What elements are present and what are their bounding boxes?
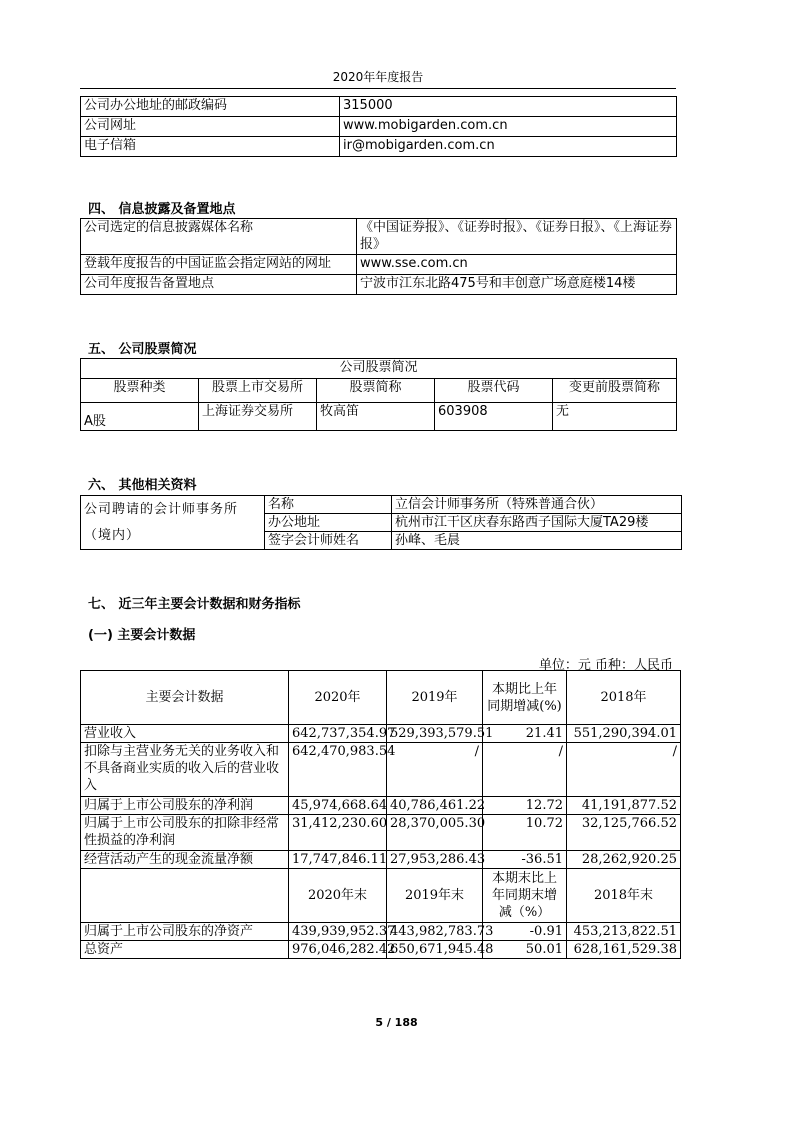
company-info-label: 电子信箱 [81, 137, 340, 157]
accounting-value: / [483, 743, 567, 797]
stock-table [80, 358, 677, 431]
accounting-value: 642,470,983.54 [289, 743, 387, 797]
accounting-value: 27,953,286.43 [387, 851, 483, 869]
accounting-header: 2020年 [289, 671, 387, 725]
disclosure-website-value: www.sse.com.cn [357, 255, 677, 275]
stock-header: 股票种类 [81, 379, 199, 403]
accounting-value: 650,671,945.48 [387, 941, 483, 959]
auditor-signers-value: 孙峰、毛晨 [392, 532, 682, 550]
accounting-header: 本期比上年同期增减(%) [483, 671, 567, 725]
auditor-address-value: 杭州市江干区庆春东路西子国际大厦TA29楼 [392, 514, 682, 532]
stock-header: 股票上市交易所 [199, 379, 317, 403]
accounting-row-label: 营业收入 [81, 725, 289, 743]
disclosure-label: 公司选定的信息披露媒体名称 [81, 219, 357, 255]
accounting-row-label: 总资产 [81, 941, 289, 959]
table-row [81, 797, 681, 815]
table-row [81, 275, 677, 295]
accounting-value: 32,125,766.52 [567, 815, 681, 851]
company-info-table [80, 96, 677, 157]
accounting-row-label: 归属于上市公司股东的净利润 [81, 797, 289, 815]
table-row [81, 671, 681, 725]
table-row [81, 359, 677, 379]
accounting-value: 443,982,783.73 [387, 923, 483, 941]
accounting-value: 17,747,846.11 [289, 851, 387, 869]
stock-previous-name: 无 [553, 403, 677, 431]
accounting-row-label: 扣除与主营业务无关的业务收入和不具备商业实质的收入后的营业收入 [81, 743, 289, 797]
accounting-value: 529,393,579.51 [387, 725, 483, 743]
table-row [81, 219, 677, 255]
accounting-value: 31,412,230.60 [289, 815, 387, 851]
disclosure-label: 公司年度报告备置地点 [81, 275, 357, 295]
accounting-value: 642,737,354.97 [289, 725, 387, 743]
accounting-value: -0.91 [483, 923, 567, 941]
table-row [81, 117, 677, 137]
accounting-value: 976,046,282.42 [289, 941, 387, 959]
accounting-value: 21.41 [483, 725, 567, 743]
accounting-value: 453,213,822.51 [567, 923, 681, 941]
email-value: ir@mobigarden.com.cn [340, 137, 677, 157]
accounting-value: 439,939,952.37 [289, 923, 387, 941]
accounting-value: 628,161,529.38 [567, 941, 681, 959]
table-row [81, 97, 677, 117]
auditor-name-value: 立信会计师事务所（特殊普通合伙） [392, 496, 682, 514]
accounting-row-label: 归属于上市公司股东的净资产 [81, 923, 289, 941]
disclosure-media-value: 《中国证券报》、《证券时报》、《证券日报》、《上海证券报》 [357, 219, 677, 255]
accounting-header: 2020年末 [289, 869, 387, 923]
accounting-header: 2018年末 [567, 869, 681, 923]
stock-type: A股 [81, 403, 199, 431]
auditor-group-label: 公司聘请的会计师事务所（境内） [81, 496, 265, 550]
table-row [81, 496, 682, 514]
accounting-row-label: 归属于上市公司股东的扣除非经常性损益的净利润 [81, 815, 289, 851]
accounting-value: / [387, 743, 483, 797]
stock-header: 股票简称 [317, 379, 435, 403]
auditor-label: 签字会计师姓名 [265, 532, 392, 550]
section-4-heading: 四、 信息披露及备置地点 [88, 202, 236, 217]
accounting-value: 40,786,461.22 [387, 797, 483, 815]
stock-header: 股票代码 [435, 379, 553, 403]
table-row [81, 941, 681, 959]
table-row [81, 137, 677, 157]
disclosure-location-value: 宁波市江东北路475号和丰创意广场意庭楼14楼 [357, 275, 677, 295]
disclosure-table [80, 218, 677, 295]
table-row [81, 255, 677, 275]
table-row [81, 923, 681, 941]
disclosure-label: 登载年度报告的中国证监会指定网站的网址 [81, 255, 357, 275]
table-row [81, 379, 677, 403]
stock-table-title: 公司股票简况 [81, 359, 677, 379]
table-row [81, 743, 681, 797]
header-rule [80, 88, 676, 89]
table-row [81, 815, 681, 851]
accounting-value: 12.72 [483, 797, 567, 815]
accounting-header: 2019年末 [387, 869, 483, 923]
section-6-heading: 六、 其他相关资料 [88, 478, 197, 493]
section-7-subheading: (一) 主要会计数据 [88, 628, 196, 643]
table-row [81, 403, 677, 431]
accounting-header: 主要会计数据 [81, 671, 289, 725]
accounting-value: 45,974,668.64 [289, 797, 387, 815]
accounting-row-label: 经营活动产生的现金流量净额 [81, 851, 289, 869]
table-row [81, 851, 681, 869]
table-row [81, 869, 681, 923]
accounting-header [81, 869, 289, 923]
accounting-header: 2019年 [387, 671, 483, 725]
section-7-heading: 七、 近三年主要会计数据和财务指标 [88, 597, 301, 612]
accounting-value: -36.51 [483, 851, 567, 869]
stock-short-name: 牧高笛 [317, 403, 435, 431]
page-header: 2020年年度报告 [332, 70, 424, 84]
postal-code-value: 315000 [340, 97, 677, 117]
unit-line: 单位：元 币种：人民币 [538, 658, 673, 673]
accounting-value: 50.01 [483, 941, 567, 959]
stock-header: 变更前股票简称 [553, 379, 677, 403]
accounting-header: 2018年 [567, 671, 681, 725]
stock-exchange: 上海证券交易所 [199, 403, 317, 431]
table-row [81, 725, 681, 743]
company-info-label: 公司网址 [81, 117, 340, 137]
accounting-value: 28,370,005.30 [387, 815, 483, 851]
accounting-data-table [80, 670, 681, 959]
company-info-label: 公司办公地址的邮政编码 [81, 97, 340, 117]
accounting-value: 28,262,920.25 [567, 851, 681, 869]
auditor-label: 办公地址 [265, 514, 392, 532]
website-value: www.mobigarden.com.cn [340, 117, 677, 137]
stock-code: 603908 [435, 403, 553, 431]
accounting-header: 本期末比上年同期末增减（%） [483, 869, 567, 923]
auditor-table [80, 495, 682, 550]
page-number: 5 / 188 [375, 1016, 418, 1029]
auditor-label: 名称 [265, 496, 392, 514]
accounting-value: / [567, 743, 681, 797]
section-5-heading: 五、 公司股票简况 [88, 342, 197, 357]
accounting-value: 10.72 [483, 815, 567, 851]
accounting-value: 551,290,394.01 [567, 725, 681, 743]
accounting-value: 41,191,877.52 [567, 797, 681, 815]
